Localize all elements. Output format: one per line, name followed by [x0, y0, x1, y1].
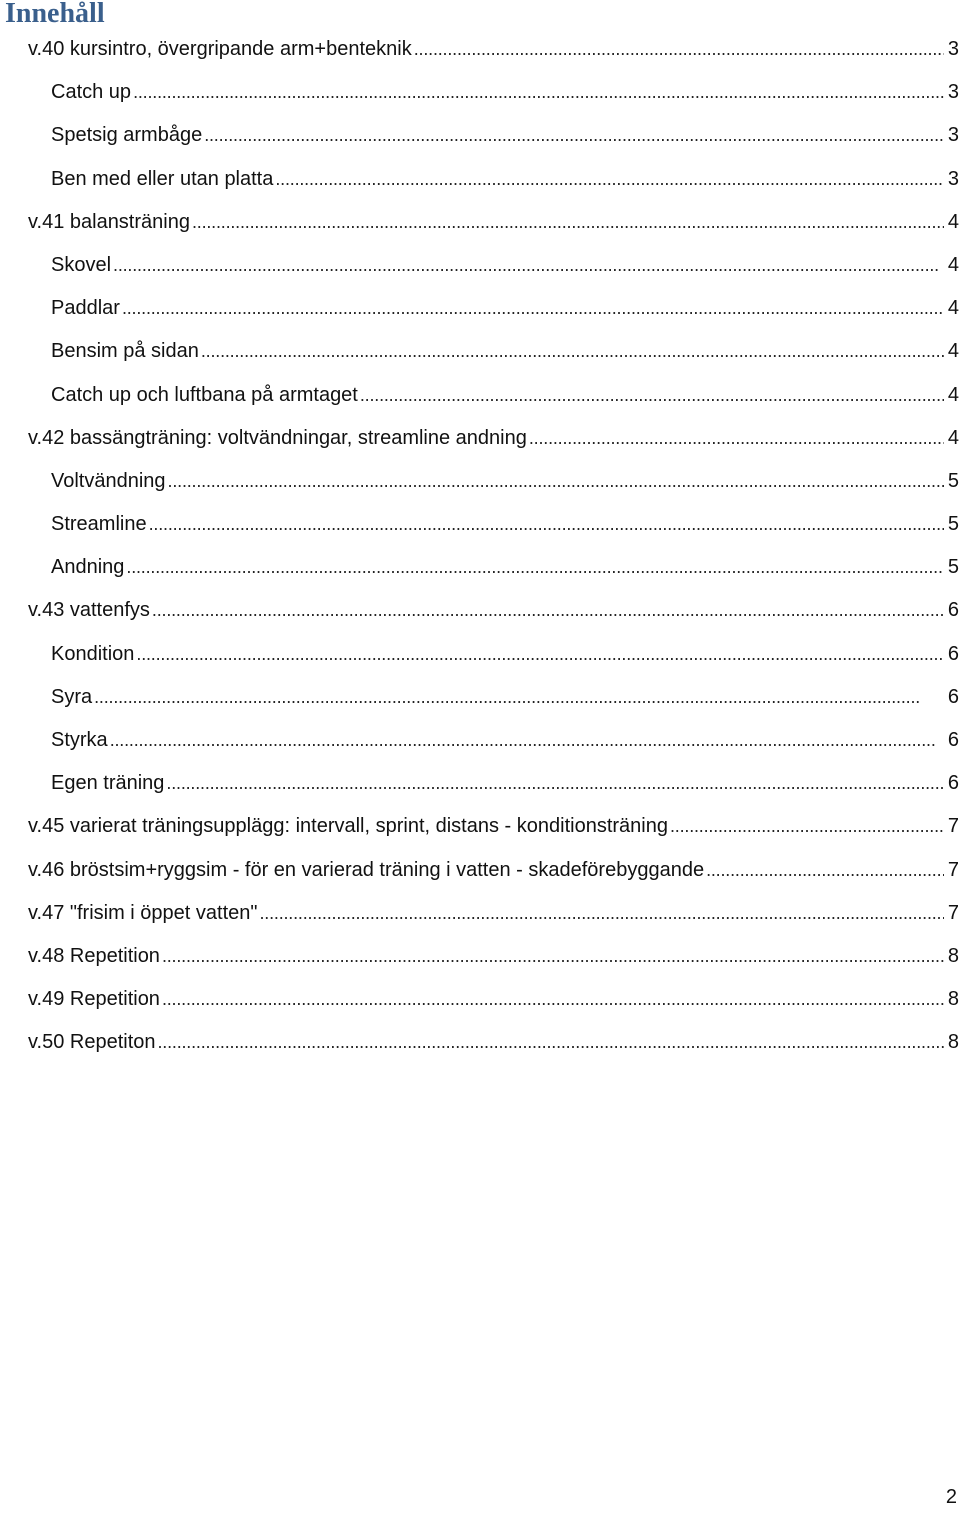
toc-entry-page[interactable]: 6 — [947, 772, 959, 795]
toc-entry-title[interactable]: Skovel — [51, 253, 112, 276]
toc-entry-page[interactable]: 4 — [947, 383, 959, 406]
toc-entry[interactable] — [28, 71, 959, 114]
toc-entry-title[interactable]: v.41 balansträning — [28, 210, 190, 233]
toc-entry-title[interactable]: v.40 kursintro, övergripande arm+benteknik — [28, 38, 412, 60]
dot-leader — [122, 287, 944, 330]
dot-leader — [158, 1021, 944, 1064]
toc-entry-page[interactable]: 3 — [947, 81, 959, 104]
page-title: Innehåll — [5, 0, 105, 29]
toc-entry[interactable] — [28, 417, 959, 460]
toc-entry-page[interactable]: 8 — [947, 1031, 959, 1054]
dot-leader — [94, 676, 944, 719]
table-of-contents — [28, 28, 959, 1065]
toc-entry-title[interactable]: v.49 Repetition — [28, 988, 160, 1011]
toc-entry[interactable] — [28, 114, 959, 157]
toc-entry-title[interactable]: Catch up — [51, 81, 132, 104]
toc-entry-title[interactable]: Bensim på sidan — [51, 340, 199, 363]
dot-leader — [168, 460, 944, 503]
dot-leader — [166, 762, 943, 805]
toc-entry-title[interactable]: Streamline — [51, 513, 147, 536]
dot-leader — [259, 892, 943, 935]
dot-leader — [414, 28, 944, 71]
toc-entry[interactable] — [28, 762, 959, 805]
dot-leader — [706, 849, 944, 892]
toc-entry[interactable] — [28, 374, 959, 417]
toc-entry[interactable] — [28, 633, 959, 676]
dot-leader — [110, 719, 944, 762]
toc-entry-title[interactable]: v.48 Repetition — [28, 944, 160, 967]
dot-leader — [133, 71, 944, 114]
dot-leader — [162, 935, 944, 978]
dot-leader — [149, 503, 944, 546]
toc-entry-title[interactable]: Syra — [51, 685, 93, 708]
toc-entry[interactable] — [28, 849, 959, 892]
dot-leader — [201, 330, 944, 373]
toc-entry[interactable] — [28, 28, 959, 71]
toc-entry-page[interactable]: 8 — [947, 944, 959, 967]
dot-leader — [529, 417, 944, 460]
toc-entry-page[interactable]: 7 — [947, 858, 959, 881]
toc-entry-title[interactable]: v.43 vattenfys — [28, 599, 150, 622]
toc-entry[interactable] — [28, 503, 959, 546]
toc-entry-page[interactable]: 3 — [947, 167, 959, 190]
toc-entry-page[interactable]: 6 — [947, 642, 959, 665]
toc-entry-title[interactable]: Kondition — [51, 642, 135, 665]
toc-entry-title[interactable]: Styrka — [51, 729, 108, 751]
toc-entry-page[interactable]: 3 — [947, 38, 959, 60]
toc-entry-title[interactable]: Paddlar — [51, 297, 120, 320]
toc-entry[interactable] — [28, 589, 959, 632]
toc-entry-title[interactable]: v.46 bröstsim+ryggsim - för en varierad träning i vatten - skadeförebyggande — [28, 858, 705, 881]
toc-entry-page[interactable]: 4 — [947, 340, 959, 363]
toc-entry[interactable] — [28, 201, 959, 244]
toc-entry-page[interactable]: 6 — [947, 599, 959, 622]
dot-leader — [275, 158, 944, 201]
toc-entry-title[interactable]: Egen träning — [51, 772, 165, 795]
toc-entry-title[interactable]: v.45 varierat träningsupplägg: intervall, sprint, distans - konditionsträning — [28, 815, 668, 838]
dot-leader — [192, 201, 944, 244]
toc-entry[interactable] — [28, 805, 959, 848]
dot-leader — [126, 546, 943, 589]
toc-entry-page[interactable]: 6 — [947, 685, 959, 708]
toc-entry[interactable] — [28, 158, 959, 201]
dot-leader — [136, 633, 943, 676]
toc-entry-title[interactable]: v.47 "frisim i öppet vatten" — [28, 901, 258, 924]
toc-entry[interactable] — [28, 1021, 959, 1064]
toc-entry-page[interactable]: 7 — [947, 815, 959, 838]
page-number: 2 — [945, 1486, 957, 1508]
toc-entry-page[interactable]: 5 — [947, 513, 959, 536]
dot-leader — [152, 589, 944, 632]
toc-entry[interactable] — [28, 244, 959, 287]
toc-entry[interactable] — [28, 892, 959, 935]
toc-entry-title[interactable]: Spetsig armbåge — [51, 124, 203, 147]
dot-leader — [360, 374, 944, 417]
toc-entry[interactable] — [28, 978, 959, 1021]
toc-entry-title[interactable]: Voltvändning — [51, 469, 166, 492]
toc-entry-page[interactable]: 4 — [947, 426, 959, 449]
toc-entry[interactable] — [28, 287, 959, 330]
toc-entry-page[interactable]: 5 — [947, 469, 959, 492]
toc-entry[interactable] — [28, 676, 959, 719]
dot-leader — [113, 244, 944, 287]
toc-entry[interactable] — [28, 546, 959, 589]
toc-entry-page[interactable]: 4 — [947, 253, 959, 276]
toc-entry-title[interactable]: Catch up och luftbana på armtaget — [51, 383, 358, 406]
dot-leader — [204, 114, 944, 157]
toc-entry-page[interactable]: 5 — [947, 556, 959, 579]
toc-entry-page[interactable]: 7 — [947, 901, 959, 924]
toc-entry-title[interactable]: v.42 bassängträning: voltvändningar, streamline andning — [28, 426, 527, 449]
toc-entry-title[interactable]: v.50 Repetiton — [28, 1031, 156, 1054]
dot-leader — [162, 978, 944, 1021]
toc-entry-page[interactable]: 3 — [947, 124, 959, 147]
toc-entry-title[interactable]: Andning — [51, 556, 125, 579]
toc-entry-page[interactable]: 6 — [947, 729, 959, 751]
dot-leader — [670, 805, 944, 848]
toc-entry[interactable] — [28, 330, 959, 373]
toc-entry-page[interactable]: 8 — [947, 988, 959, 1011]
toc-entry-page[interactable]: 4 — [947, 210, 959, 233]
toc-entry[interactable] — [28, 460, 959, 503]
toc-entry[interactable] — [28, 935, 959, 978]
toc-entry[interactable] — [28, 719, 959, 762]
toc-entry-page[interactable]: 4 — [947, 297, 959, 320]
toc-entry-title[interactable]: Ben med eller utan platta — [51, 167, 274, 190]
